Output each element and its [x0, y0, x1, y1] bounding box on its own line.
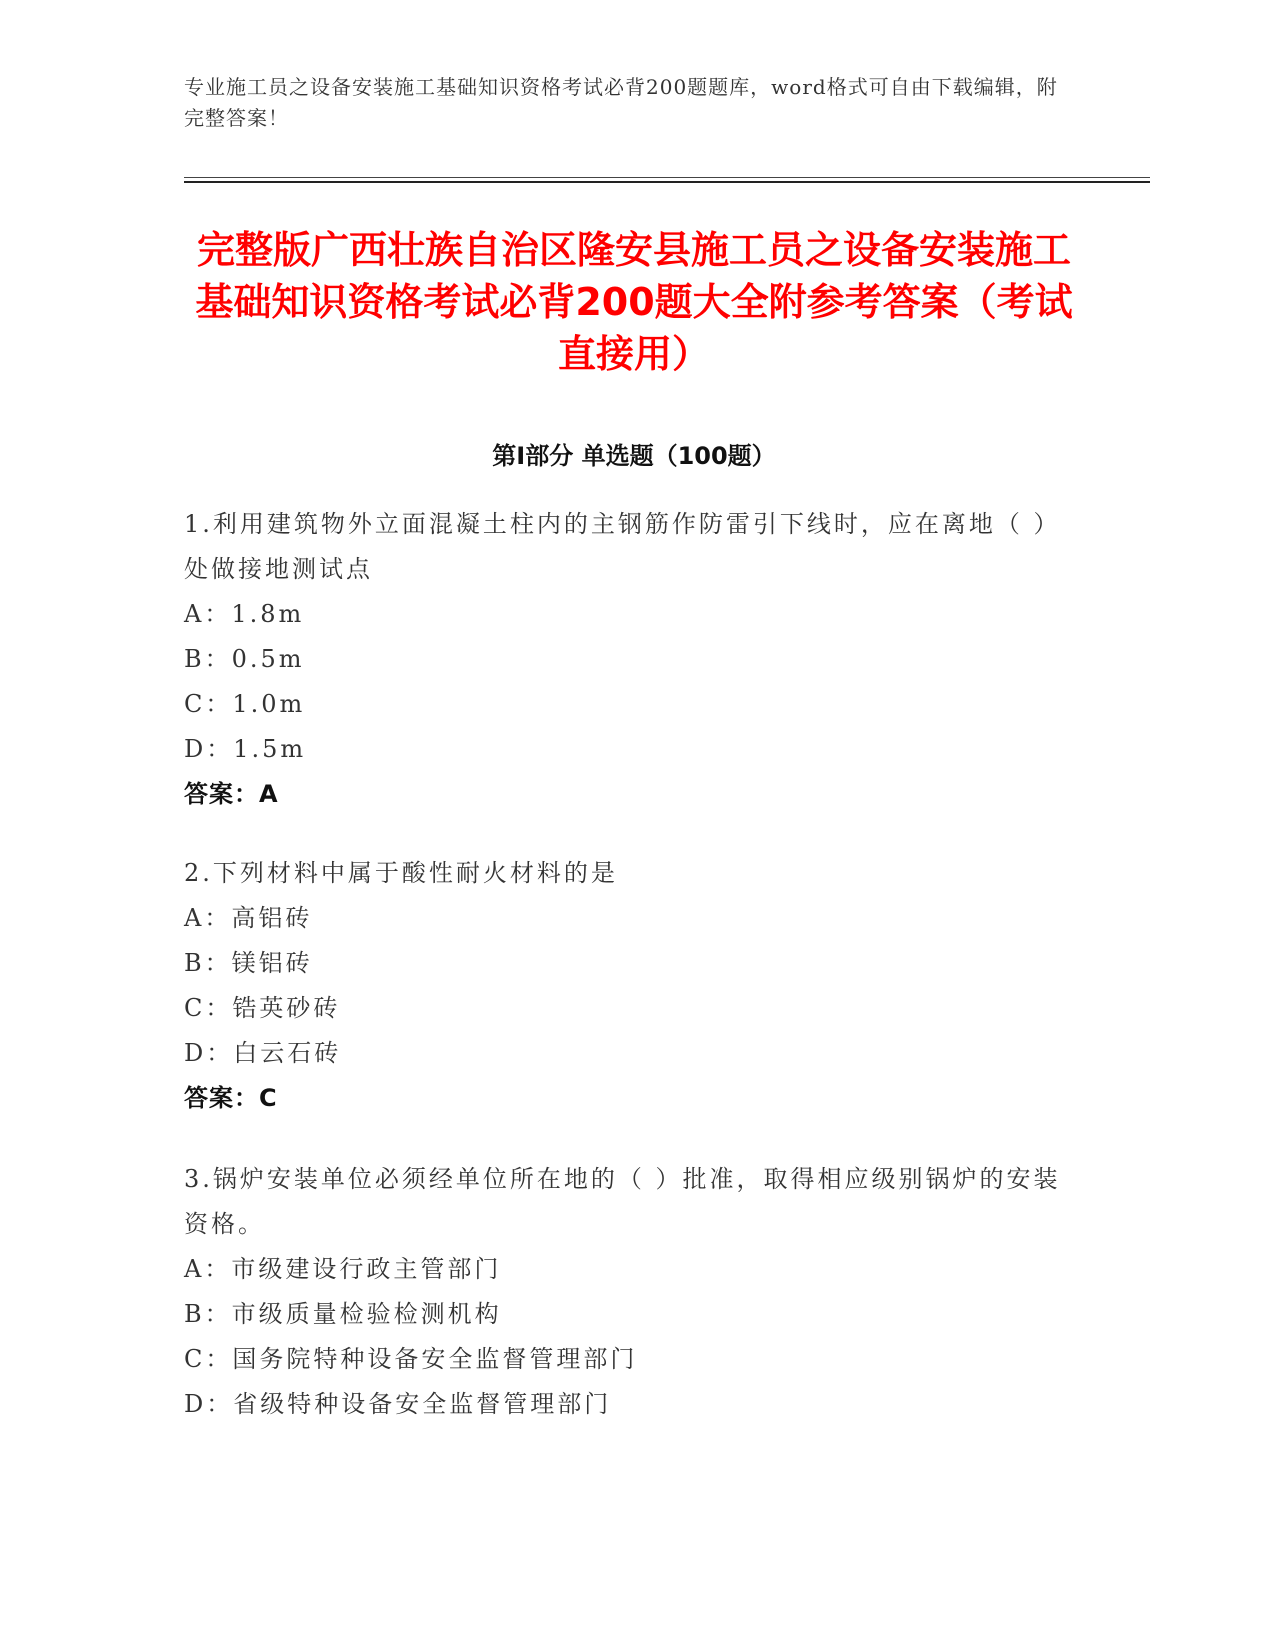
- question-2: [184, 851, 1084, 1121]
- answer: 答案：C: [184, 1084, 278, 1112]
- option-d: D：省级特种设备安全监督管理部门: [184, 1390, 612, 1418]
- header-divider-thin: [184, 177, 1150, 178]
- section-heading: 第I部分 单选题（100题）: [492, 442, 776, 470]
- option-d: D：1.5m: [184, 735, 307, 763]
- question-3: [184, 1157, 1084, 1427]
- option-c: C：1.0m: [184, 690, 306, 718]
- question-stem: 3.锅炉安装单位必须经单位所在地的（ ）批准，取得相应级别锅炉的安装资格。: [184, 1165, 1061, 1238]
- option-a: A：市级建设行政主管部门: [184, 1255, 502, 1283]
- option-b: B：0.5m: [184, 645, 305, 673]
- option-d: D：白云石砖: [184, 1039, 342, 1067]
- option-b: B：市级质量检验检测机构: [184, 1300, 502, 1328]
- question-stem: 2.下列材料中属于酸性耐火材料的是: [184, 859, 618, 887]
- option-b: B：镁铝砖: [184, 949, 313, 977]
- option-c: C：锆英砂砖: [184, 994, 341, 1022]
- answer: 答案：A: [184, 780, 279, 808]
- question-1: [184, 502, 1084, 817]
- header-note: 专业施工员之设备安装施工基础知识资格考试必背200题题库，word格式可自由下载编辑，附完整答案！: [184, 75, 1058, 130]
- option-c: C：国务院特种设备安全监督管理部门: [184, 1345, 638, 1373]
- option-a: A：1.8m: [184, 600, 305, 628]
- question-stem: 1.利用建筑物外立面混凝土柱内的主钢筋作防雷引下线时，应在离地（ ）处做接地测试点: [184, 510, 1061, 583]
- option-a: A：高铝砖: [184, 904, 313, 932]
- header-divider-thick: [184, 181, 1150, 183]
- document-title: 完整版广西壮族自治区隆安县施工员之设备安装施工基础知识资格考试必背200题大全附参考答案（考试直接用）: [195, 228, 1073, 376]
